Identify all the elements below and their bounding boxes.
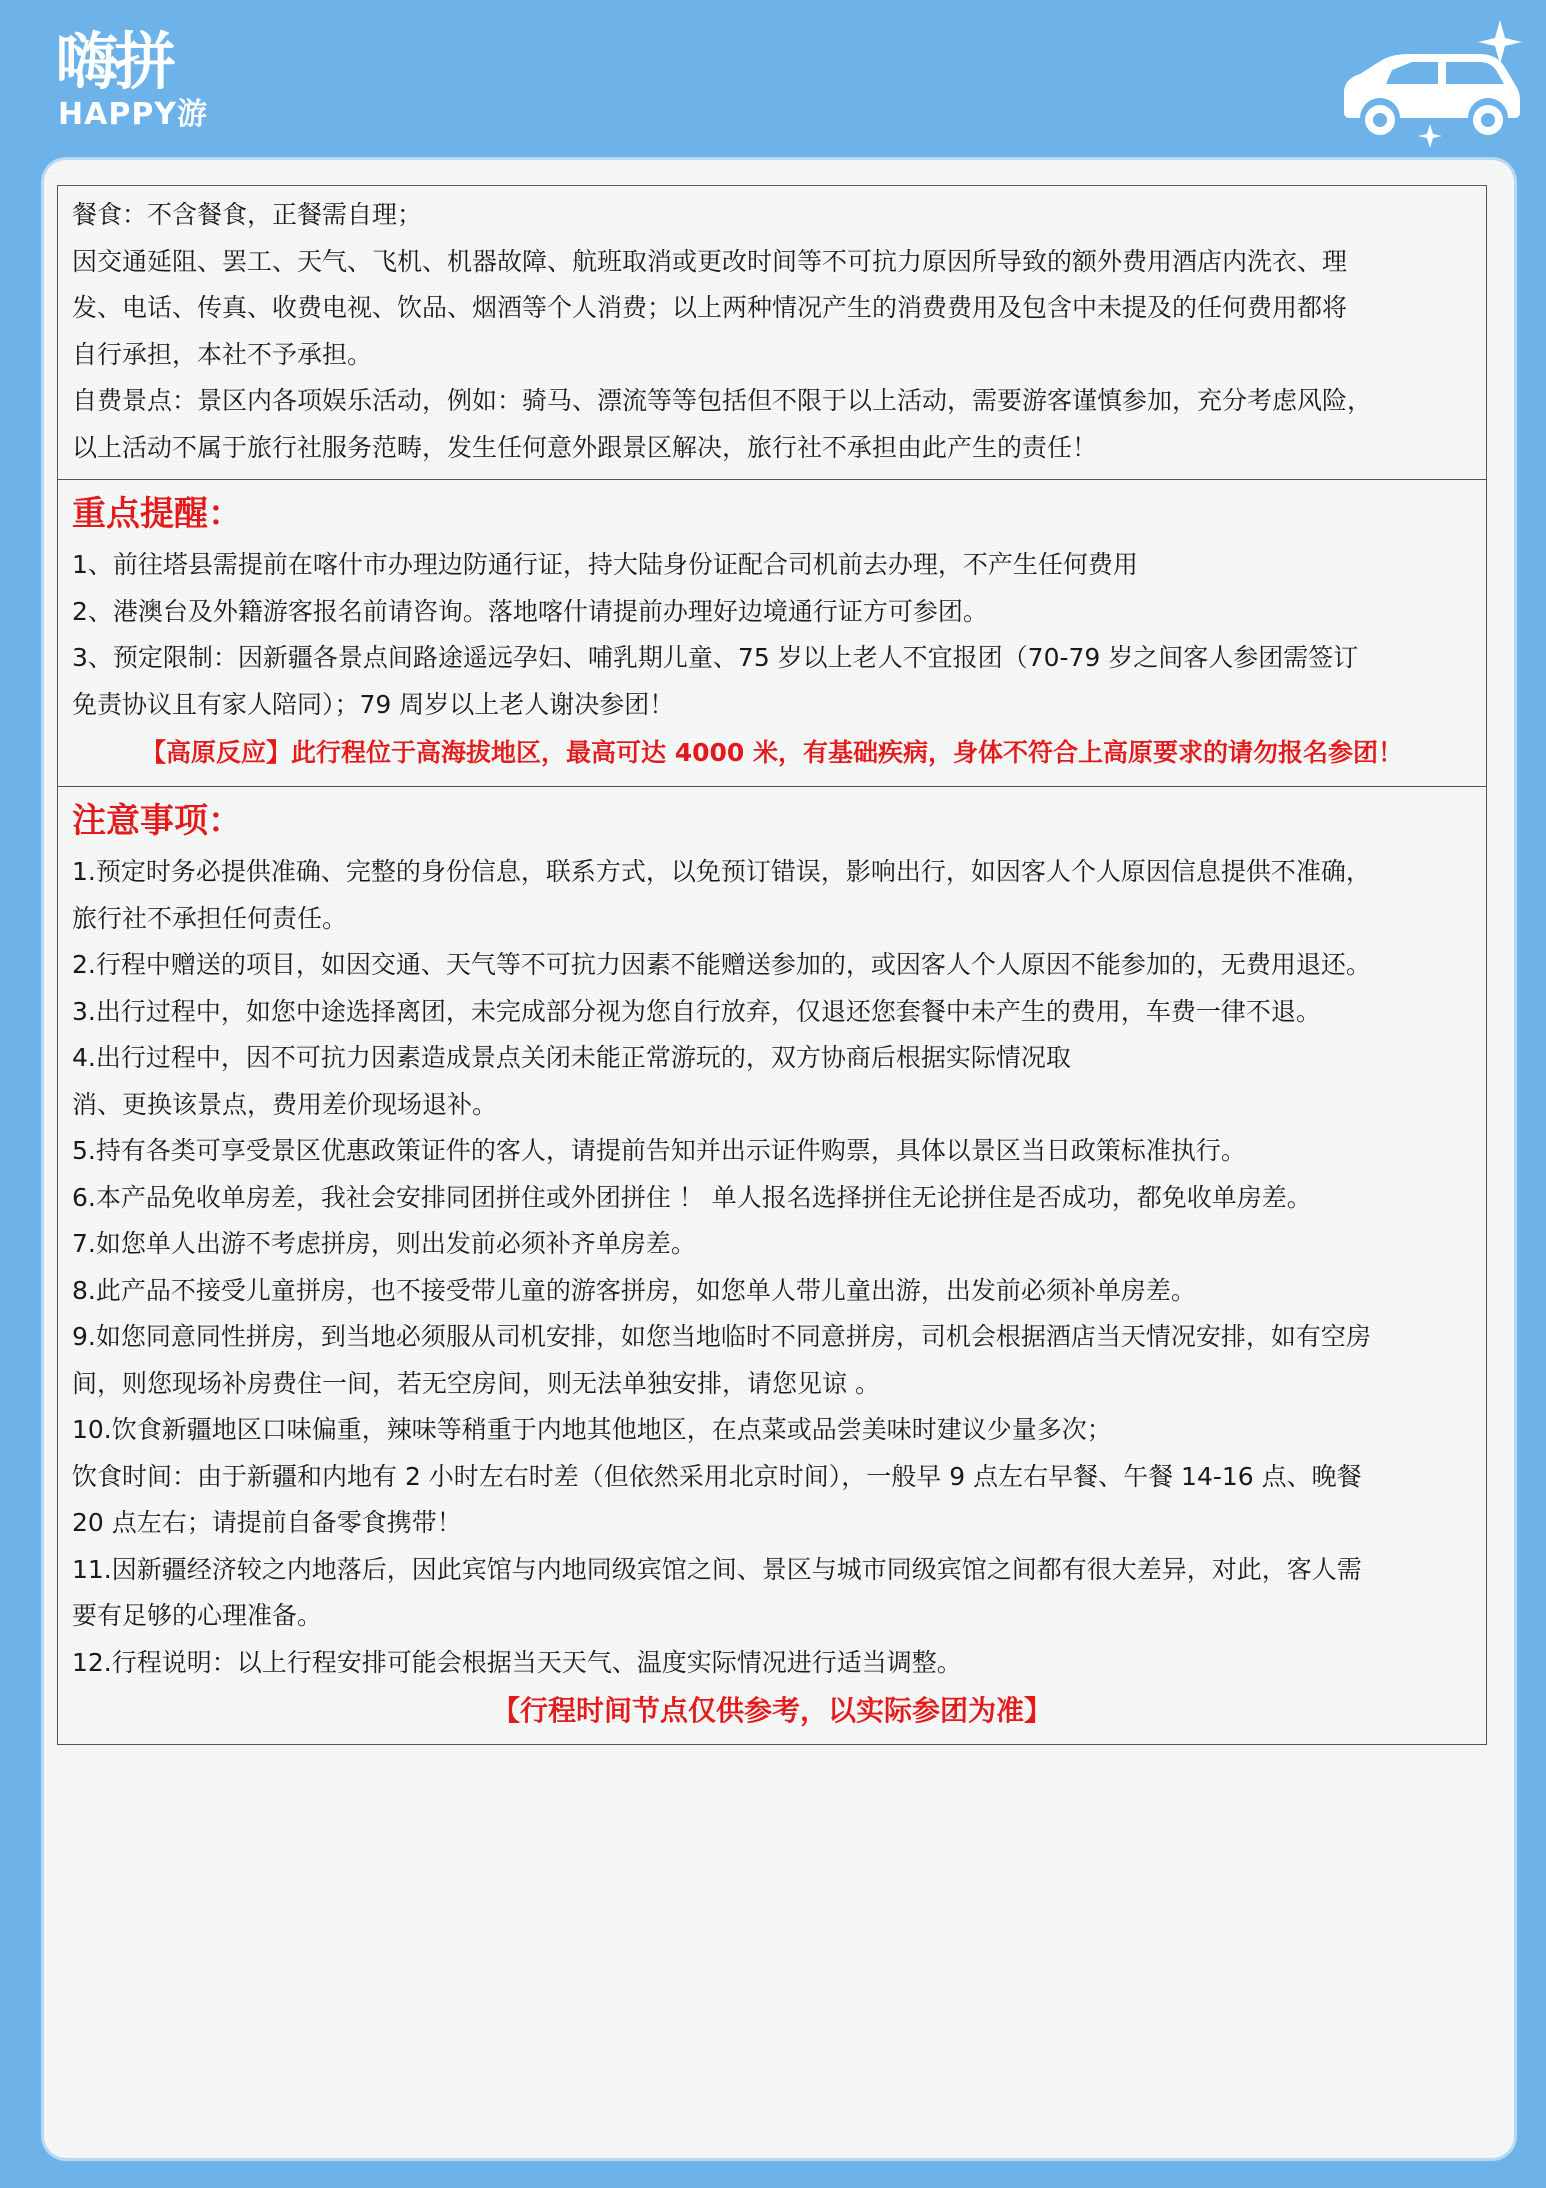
logo-sub-text: HAPPY游 [58,97,209,132]
text-line: 以上活动不属于旅行社服务范畴，发生任何意外跟景区解决，旅行社不承担由此产生的责任！ [72,432,1098,462]
text-line: 12.行程说明：以上行程安排可能会根据当天天气、温度实际情况进行适当调整。 [72,1647,962,1677]
section-notices [58,786,1486,1744]
text-line: 发、电话、传真、收费电视、饮品、烟酒等个人消费；以上两种情况产生的消费费用及包含中未提及的任何费用都将 [72,293,1348,322]
text-line: 1、前往塔县需提前在喀什市办理边防通行证，持大陆身份证配合司机前去办理，不产生任何费用 [72,550,1138,579]
section-key-reminders [58,479,1486,786]
text-line: 自费景点：景区内各项娱乐活动，例如：骑马、漂流等等包括但不限于以上活动，需要游客谨慎参加，充分考虑风险， [72,386,1373,415]
text-line: 2、港澳台及外籍游客报名前请咨询。落地喀什请提前办理好边境通行证方可参团。 [72,596,988,626]
text-line: 7.如您单人出游不考虑拼房，则出发前必须补齐单房差。 [72,1229,696,1258]
logo-main-text: 嗨拼 [56,25,173,98]
text-line: 3.出行过程中，如您中途选择离团，未完成部分视为您自行放弃，仅退还您套餐中未产生的费用，车费一律不退。 [72,996,1321,1026]
section-title: 注意事项： [72,801,242,841]
text-line: 旅行社不承担任何责任。 [72,903,348,933]
text-line: 自行承担，本社不予承担。 [72,339,373,369]
text-line: 3、预定限制：因新疆各景点间路途遥远孕妇、哺乳期儿童、75 岁以上老人不宜报团（70-79 岁之间客人参团需签订 [72,643,1359,672]
brand-logo [56,26,246,136]
text-line: 6.本产品免收单房差，我社会安排同团拼住或外团拼住 ！ 单人报名选择拼住无论拼住是否成功，都免收单房差。 [72,1182,1312,1212]
text-line: 消、更换该景点，费用差价现场退补。 [72,1089,498,1119]
text-line: 1.预定时务必提供准确、完整的身份信息，联系方式，以免预订错误，影响出行，如因客人个人原因信息提供不准确， [72,857,1371,886]
section-fees [58,186,1486,479]
section-title: 重点提醒： [72,494,242,534]
text-line: 免责协议且有家人陪同）；79 周岁以上老人谢决参团！ [72,689,675,719]
text-line: 8.此产品不接受儿童拼房，也不接受带儿童的游客拼房，如您单人带儿童出游，出发前必须补单房差。 [72,1275,1196,1305]
text-line: 间，则您现场补房费住一间，若无空房间，则无法单独安排，请您见谅 。 [72,1368,880,1398]
altitude-warning: 【高原反应】此行程位于高海拔地区，最高可达 4000 米，有基础疾病，身体不符合上高原要求的请勿报名参团！ [141,738,1403,767]
text-line: 11.因新疆经济较之内地落后，因此宾馆与内地同级宾馆之间、景区与城市同级宾馆之间都有很大差异，对此，客人需 [72,1554,1362,1584]
footer-note: 【行程时间节点仅供参考，以实际参团为准】 [491,1694,1052,1727]
text-line: 餐食：不含餐食，正餐需自理； [72,200,423,229]
text-line: 2.行程中赠送的项目，如因交通、天气等不可抗力因素不能赠送参加的，或因客人个人原因不能参加的，无费用退还。 [72,950,1371,979]
text-line: 9.如您同意同性拼房，到当地必须服从司机安排，如您当地临时不同意拼房，司机会根据酒店当天情况安排，如有空房 [72,1322,1371,1351]
text-line: 4.出行过程中，因不可抗力因素造成景点关闭未能正常游玩的，双方协商后根据实际情况取 [72,1043,1071,1072]
text-line: 20 点左右；请提前自备零食携带！ [72,1508,462,1537]
text-line: 5.持有各类可享受景区优惠政策证件的客人，请提前告知并出示证件购票，具体以景区当日政策标准执行。 [72,1136,1246,1165]
car-icon [1330,20,1530,150]
text-line: 10.饮食新疆地区口味偏重，辣味等稍重于内地其他地区，在点菜或品尝美味时建议少量多次； [72,1415,1112,1444]
text-line: 饮食时间：由于新疆和内地有 2 小时左右时差（但依然采用北京时间），一般早 9 点左右早餐、午餐 14-16 点、晚餐 [72,1461,1362,1491]
text-line: 因交通延阻、罢工、天气、飞机、机器故障、航班取消或更改时间等不可抗力原因所导致的额外费用酒店内洗衣、理 [72,246,1348,276]
itinerary-notes-table [57,185,1487,1745]
text-line: 要有足够的心理准备。 [72,1601,323,1630]
